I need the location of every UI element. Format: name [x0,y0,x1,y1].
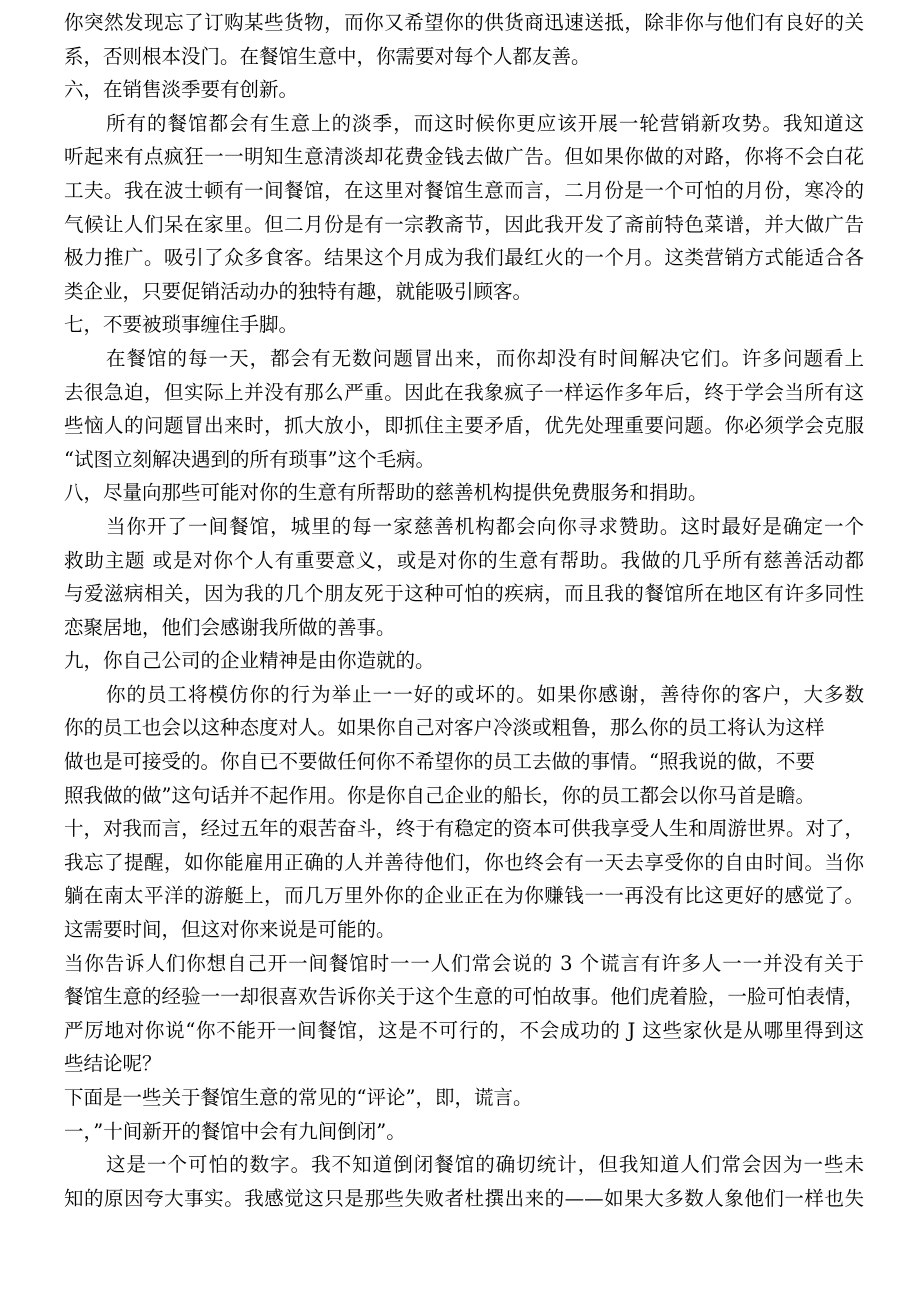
text-line: 严厉地对你说“你不能开一间餐馆，这是不可行的，不会成功的 J 这些家伙是从哪里得到这 [64,1018,864,1042]
paragraph-first-line: 你的员工将模仿你的行为举止一一好的或坏的。如果你感谢，善待你的客户，大多数 [106,682,864,706]
text-line: 些恼人的问题冒出来时，抓大放小，即抓住主要矛盾，优先处理重要问题。你必须学会克服 [64,414,864,438]
text-line: “试图立刻解决遇到的所有琐事”这个毛病。 [64,447,435,471]
paragraph-first-line: 这是一个可怕的数字。我不知道倒闭餐馆的确切统计，但我知道人们常会因为一些未 [106,1153,864,1177]
text-line: 七，不要被琐事缠住手脚。 [64,313,299,337]
text-line: 工夫。我在波士顿有一间餐馆，在这里对餐馆生意而言，二月份是一个可怕的月份，寒冷的 [64,178,864,202]
text-line: 极力推广。吸引了众多食客。结果这个月成为我们最红火的一个月。这类营销方式能适合各 [64,246,864,270]
text-line: 我忘了提醒，如你能雇用正确的人并善待他们，你也终会有一天去享受你的自由时间。当你 [64,850,864,874]
text-line: 恋聚居地，他们会感谢我所做的善事。 [64,615,396,639]
text-line: 救助主题 或是对你个人有重要意义，或是对你的生意有帮助。我做的几乎所有慈善活动都 [64,548,864,572]
text-line: 系，否则根本没门。在餐馆生意中，你需要对每个人都友善。 [64,44,591,68]
text-line: 与爱滋病相关，因为我的几个朋友死于这种可怕的疾病，而且我的餐馆所在地区有许多同性 [64,582,864,606]
paragraph-first-line: 所有的餐馆都会有生意上的淡季，而这时候你更应该开展一轮营销新攻势。我知道这 [106,111,864,135]
text-line: 躺在南太平洋的游艇上，而几万里外你的企业正在为你赚钱一一再没有比这更好的感觉了。 [64,884,864,908]
text-line: 你的员工也会以这种态度对人。如果你自己对客户冷淡或粗鲁，那么你的员工将认为这样 [64,716,825,740]
text-line: 做也是可接受的。你自已不要做任何你不希望你的员工去做的事情。“照我说的做，不要 [64,750,815,774]
text-line: 去很急迫，但实际上并没有那么严重。因此在我象疯子一样运作多年后，终于学会当所有这 [64,380,864,404]
text-line: 听起来有点疯狂一一明知生意清淡却花费金钱去做广告。但如果你做的对路，你将不会白花 [64,145,864,169]
paragraph-first-line: 在餐馆的每一天，都会有无数问题冒出来，而你却没有时间解决它们。许多问题看上 [106,346,864,370]
text-line: 类企业，只要促销活动办的独特有趣，就能吸引顾客。 [64,279,533,303]
text-line: 照我做的做”这句话并不起作用。你是你自己企业的船长，你的员工都会以你马首是瞻。 [64,783,815,807]
text-line: 十，对我而言，经过五年的艰苦奋斗，终于有稳定的资本可供我享受人生和周游世界。对了， [64,817,864,841]
paragraph-first-line: 当你开了一间餐馆，城里的每一家慈善机构都会向你寻求赞助。这时最好是确定一个 [106,514,864,538]
text-line: 一，”十间新开的餐馆中会有九间倒闭”。 [64,1119,406,1143]
text-line: 餐馆生意的经验一一却很喜欢告诉你关于这个生意的可怕故事。他们虎着脸，一脸可怕表情， [64,985,864,1009]
text-line: 当你告诉人们你想自己开一间餐馆时一一人们常会说的 3 个谎言有许多人一一并没有关于 [64,951,864,975]
text-line: 你突然发现忘了订购某些货物，而你又希望你的供货商迅速送抵，除非你与他们有良好的关 [64,11,864,34]
text-line: 这需要时间，但这对你来说是可能的。 [64,918,396,942]
text-line: 些结论呢？ [64,1052,162,1076]
text-line: 下面是一些关于餐馆生意的常见的“评论”，即，谎言。 [64,1086,533,1109]
text-line: 知的原因夸大事实。我感觉这只是那些失败者杜撰出来的——如果大多数人象他们一样也失 [64,1186,864,1210]
text-line: 六，在销售淡季要有创新。 [64,78,299,102]
text-line: 八，尽量向那些可能对你的生意有所帮助的慈善机构提供免费服务和捐助。 [64,481,708,505]
text-line: 九，你自己公司的企业精神是由你造就的。 [64,649,435,673]
document-body [64,6,864,1215]
text-line: 气候让人们呆在家里。但二月份是有一宗教斋节，因此我开发了斋前特色菜谱，并大做广告 [64,212,864,236]
